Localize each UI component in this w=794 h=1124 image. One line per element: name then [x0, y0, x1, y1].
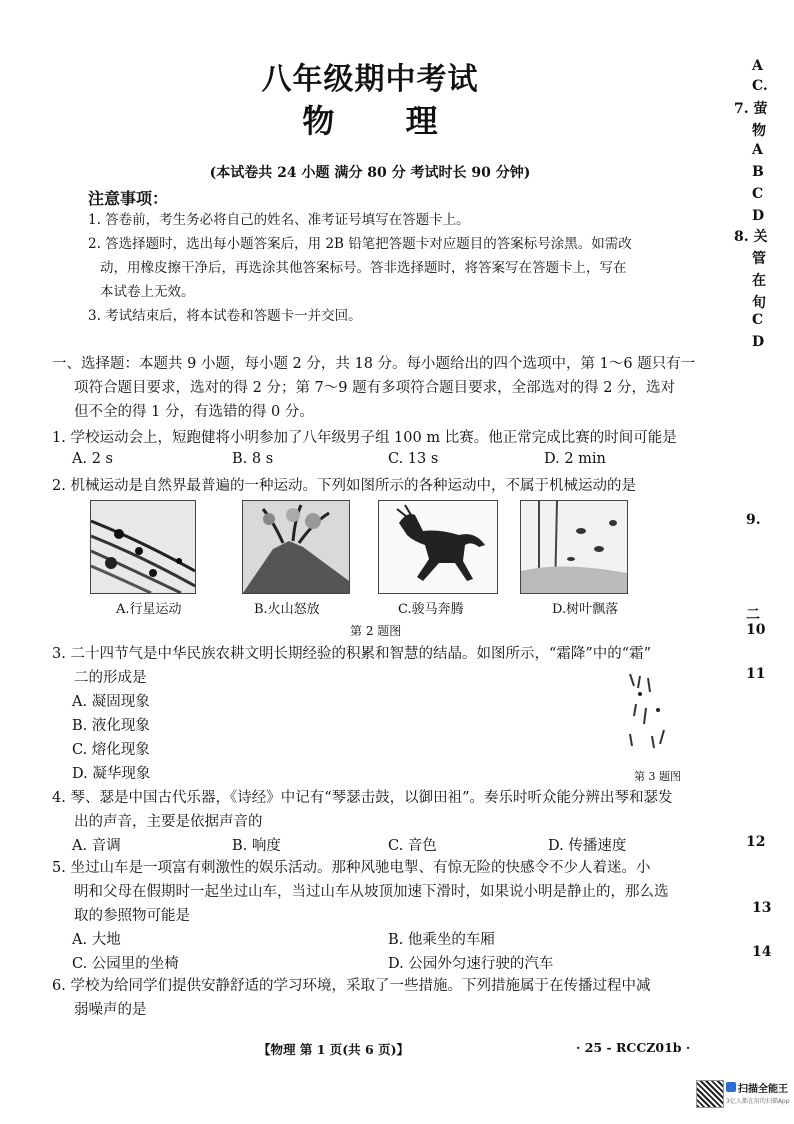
question-1-option-d: D. 2 min — [544, 451, 606, 467]
margin-fragment: 7. 萤 — [734, 101, 768, 117]
exam-title: 八年级期中考试 — [261, 62, 479, 97]
margin-fragment: A — [752, 142, 763, 158]
margin-fragment: 10 — [746, 622, 766, 638]
question-4-stem-cont: 出的声音，主要是依据声音的 — [74, 814, 263, 830]
question-5-option-c: C. 公园里的坐椅 — [72, 956, 179, 972]
question-3-stem-cont: 二的形成是 — [74, 670, 147, 686]
margin-fragment: 二 — [746, 607, 760, 623]
margin-fragment: 9. — [746, 512, 761, 528]
question-6-stem-cont: 弱噪声的是 — [74, 1002, 147, 1018]
margin-fragment: C — [752, 312, 764, 328]
figure-planet-motion — [90, 500, 196, 594]
question-1-option-a: A. 2 s — [72, 451, 113, 467]
exam-code: · 25 - RCCZ01b · — [576, 1040, 691, 1055]
question-5-stem-cont: 明和父母在假期时一起坐过山车，当过山车从坡顶加速下滑时，如果说小明是静止的，那么选 — [74, 884, 669, 900]
notice-heading: 注意事项： — [88, 189, 169, 208]
margin-fragment: D — [752, 208, 765, 224]
question-1-option-c: C. 13 s — [388, 451, 439, 467]
question-5-option-b: B. 他乘坐的车厢 — [388, 932, 495, 948]
notice-item-2: 2. 答选择题时，选出每小题答案后，用 2B 铅笔把答题卡对应题目的答案标号涂黑。如需改 — [88, 236, 632, 252]
question-5-option-a: A. 大地 — [72, 932, 121, 948]
subject-title: 物 理 — [302, 102, 438, 140]
margin-fragment: 8. 关 — [734, 229, 768, 245]
figure-3-label: 第 3 题图 — [634, 770, 681, 783]
margin-fragment: C — [752, 186, 764, 202]
exam-meta: (本试卷共 24 小题 满分 80 分 考试时长 90 分钟) — [209, 165, 531, 181]
notice-item-2-cont: 动，用橡皮擦干净后，再选涂其他答案标号。答非选择题时，将答案写在答题卡上，写在 — [100, 260, 627, 276]
margin-fragment: 旬 — [752, 295, 766, 311]
margin-fragment: 14 — [752, 944, 772, 960]
page-footer: 【物理 第 1 页(共 6 页)】 — [258, 1042, 409, 1057]
question-3-option-b: B. 液化现象 — [72, 718, 150, 734]
question-3-option-c: C. 熔化现象 — [72, 742, 150, 758]
scanner-logo-icon — [726, 1082, 736, 1092]
margin-fragment: 12 — [746, 834, 766, 850]
figure-caption-d: D.树叶飘落 — [552, 602, 619, 617]
figure-caption-a: A.行星运动 — [116, 602, 182, 617]
question-4-stem: 4. 琴、瑟是中国古代乐器，《诗经》中记有“琴瑟击鼓，以御田祖”。奏乐时听众能分辨出琴和瑟发 — [52, 790, 673, 806]
margin-fragment: C. — [752, 78, 768, 94]
question-3-option-a: A. 凝固现象 — [72, 694, 150, 710]
margin-fragment: 物 — [752, 123, 766, 139]
question-1-option-b: B. 8 s — [232, 451, 274, 467]
notice-item-1: 1. 答卷前，考生务必将自己的姓名、准考证号填写在答题卡上。 — [88, 212, 470, 228]
question-4-option-b: B. 响度 — [232, 838, 281, 854]
margin-fragment: A — [752, 58, 763, 74]
section-1-instructions: 一、选择题：本题共 9 小题，每小题 2 分，共 18 分。每小题给出的四个选项中，第 1～6 题只有一 — [52, 356, 696, 372]
figure-caption-c: C.骏马奔腾 — [398, 602, 464, 617]
question-1-stem: 1. 学校运动会上，短跑健将小明参加了八年级男子组 100 m 比赛。他正常完成比赛的时间可能是 — [52, 430, 677, 446]
question-5-stem-cont2: 取的参照物可能是 — [74, 908, 190, 924]
section-1-instructions-2: 项符合题目要求，选对的得 2 分；第 7～9 题有多项符合题目要求，全部选对的得 2 分，选对 — [74, 380, 676, 396]
question-5-option-d: D. 公园外匀速行驶的汽车 — [388, 956, 554, 972]
margin-fragment: 在 — [752, 273, 766, 289]
figure-volcano — [242, 500, 350, 594]
question-2-stem: 2. 机械运动是自然界最普遍的一种运动。下列如图所示的各种运动中，不属于机械运动的是 — [52, 478, 636, 494]
figure-falling-leaves — [520, 500, 628, 594]
question-5-stem: 5. 坐过山车是一项富有刺激性的娱乐活动。那种风驰电掣、有惊无险的快感令不少人着迷。小 — [52, 860, 651, 876]
margin-fragment: B — [752, 164, 764, 180]
figure-galloping-horse — [378, 500, 498, 594]
notice-item-3: 3. 考试结束后，将本试卷和答题卡一并交回。 — [88, 308, 362, 324]
figure-2-label: 第 2 题图 — [350, 624, 402, 638]
scanner-subtext: 3亿人都在用的扫描App — [726, 1098, 790, 1105]
notice-item-2-cont2: 本试卷上无效。 — [100, 284, 195, 300]
question-3-option-d: D. 凝华现象 — [72, 766, 151, 782]
question-6-stem: 6. 学校为给同学们提供安静舒适的学习环境，采取了一些措施。下列措施属于在传播过程中减 — [52, 978, 651, 994]
question-4-option-a: A. 音调 — [72, 838, 121, 854]
section-1-instructions-3: 但不全的得 1 分，有选错的得 0 分。 — [74, 404, 314, 420]
margin-fragment: 13 — [752, 900, 772, 916]
figure-frost — [620, 664, 680, 764]
question-4-option-d: D. 传播速度 — [548, 838, 627, 854]
question-4-option-c: C. 音色 — [388, 838, 437, 854]
qr-code-icon — [696, 1080, 724, 1108]
margin-fragment: D — [752, 334, 765, 350]
question-3-stem: 3. 二十四节气是中华民族农耕文明长期经验的积累和智慧的结晶。如图所示，“霜降”中的“霜” — [52, 646, 652, 662]
scanner-brand: 扫描全能王 — [738, 1084, 788, 1095]
figure-caption-b: B.火山怒放 — [254, 602, 320, 617]
margin-fragment: 管 — [752, 251, 766, 267]
margin-fragment: 11 — [746, 666, 766, 682]
